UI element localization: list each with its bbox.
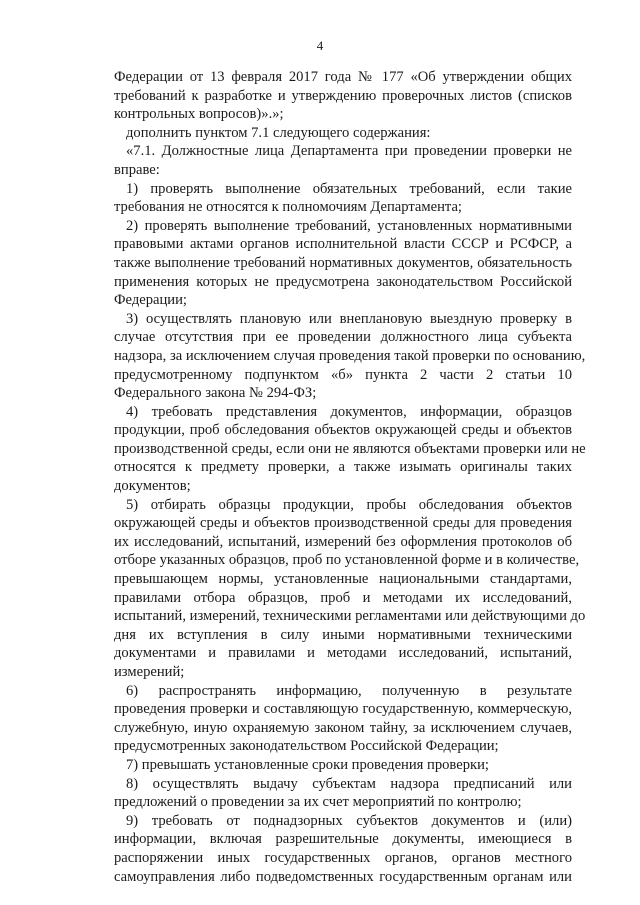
text-line: распоряжении иных государственных органов, органов местного — [114, 849, 572, 866]
text-line: документами и правилами и методами исследований, испытаний, — [114, 645, 572, 662]
text-line: 6) распространять информацию, полученную в результате — [126, 682, 572, 699]
text-line: документов; — [114, 478, 191, 495]
text-line: контрольных вопросов)».»; — [114, 106, 284, 123]
text-line: Федерации от 13 февраля 2017 года № 177 «Об утверждении общих — [114, 69, 572, 85]
text-line: окружающей среды и объектов производственной среды для проведения — [114, 515, 572, 532]
text-line: предложений о проведении за их счет мероприятий по контролю; — [114, 794, 522, 811]
text-line: 8) осуществлять выдачу субъектам надзора предписаний или — [126, 775, 572, 792]
text-line: измерений; — [114, 664, 185, 680]
text-line: Федерального закона № 294-ФЗ; — [114, 385, 317, 402]
text-line: дня их вступления в силу иными нормативными техническими — [114, 626, 572, 643]
text-line: проведения проверки и составляющую государственную, коммерческую, — [114, 701, 572, 718]
text-line: требований к разработке и утверждению проверочных листов (списков — [114, 87, 572, 104]
text-line: вправе: — [114, 161, 160, 178]
text-line: информации, включая разрешительные документы, имеющиеся в — [114, 831, 572, 848]
text-line: 9) требовать от поднадзорных субъектов документов и (или) — [126, 812, 572, 829]
text-line: 4) требовать представления документов, информации, образцов — [126, 403, 572, 420]
document-body — [114, 68, 586, 886]
text-line: требования не относятся к полномочиям Департамента; — [114, 199, 462, 216]
text-line: 1) проверять выполнение обязательных требований, если такие — [126, 180, 572, 197]
text-line: также выполнение требований нормативных документов, обязательность — [114, 254, 572, 271]
text-line: самоуправления либо подведомственных государственным органам или — [114, 868, 572, 885]
text-line: случае отсутствия при ее проведении должностного лица субъекта — [114, 329, 572, 346]
text-line: надзора, за исключением случая проведения такой проверки по основанию, — [114, 347, 586, 364]
text-line: 3) осуществлять плановую или внеплановую выездную проверку в — [126, 310, 572, 327]
page-number: 4 — [316, 38, 324, 53]
text-line: превышающем нормы, установленные национальными стандартами, — [114, 571, 572, 588]
text-line: предусмотренных законодательством Российской Федерации; — [114, 738, 499, 755]
text-line: 7) превышать установленные сроки проведения проверки; — [126, 756, 489, 773]
text-line: правовыми актами органов исполнительной власти СССР и РСФСР, а — [114, 236, 572, 253]
text-line: продукции, проб обследования объектов окружающей среды и объектов — [114, 422, 572, 439]
text-line: Федерации; — [114, 292, 187, 309]
text-line: «7.1. Должностные лица Департамента при проведении проверки не — [126, 143, 572, 160]
text-line: служебную, иную охраняемую законом тайну, за исключением случаев, — [114, 719, 572, 736]
text-line: 5) отбирать образцы продукции, пробы обследования объектов — [126, 496, 572, 513]
text-line: производственной среды, если они не являются объектами проверки или не — [114, 440, 586, 457]
text-line: правилами отбора образцов, проб и методами их исследований, — [114, 589, 572, 606]
text-line: отборе указанных образцов, проб по установленной форме и в количестве, — [114, 552, 580, 569]
text-line: дополнить пунктом 7.1 следующего содержания: — [126, 124, 431, 141]
text-line: их исследований, испытаний, измерений без оформления протоколов об — [114, 533, 572, 550]
text-line: применения которых не предусмотрена законодательством Российской — [114, 273, 572, 290]
text-line: испытаний, измерений, техническими регламентами или действующими до — [114, 608, 586, 625]
text-line: относятся к предмету проверки, а также изымать оригиналы таких — [114, 459, 572, 476]
text-line: предусмотренному подпунктом «б» пункта 2 части 2 статьи 10 — [114, 366, 572, 383]
text-line: 2) проверять выполнение требований, установленных нормативными — [126, 217, 572, 234]
